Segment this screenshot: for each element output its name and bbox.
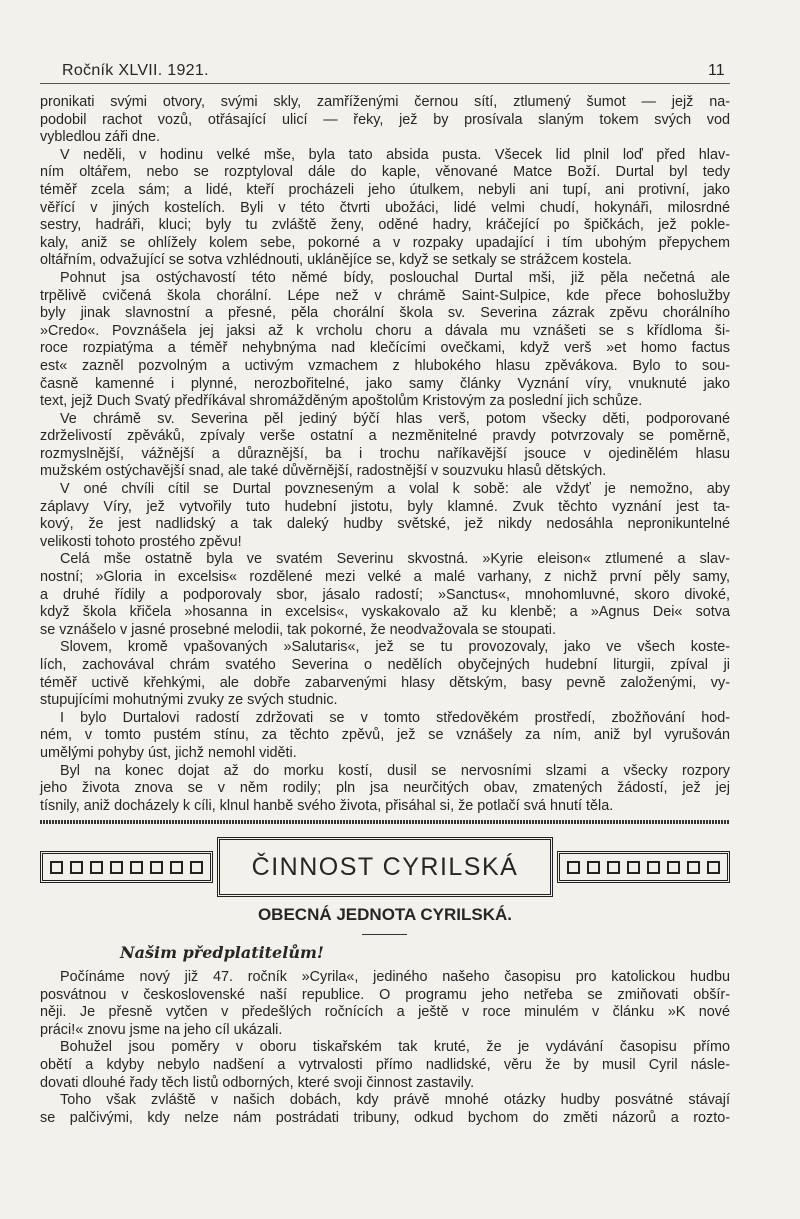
paragraph bbox=[40, 1039, 730, 1092]
text-line: »Credo«. Povznášela jej jaksi až k vrcholu choru a dávala mu vznášeti se s křídloma ši- bbox=[40, 322, 730, 339]
paragraph bbox=[40, 147, 730, 270]
text-line: podobil rachot vozů, otřásající ulicí — řeky, jež by prosívala slaným tokem svých vod bbox=[40, 111, 730, 128]
dotted-divider bbox=[40, 820, 730, 824]
ornament-square-icon bbox=[150, 861, 163, 874]
ornament-square-icon bbox=[607, 861, 620, 874]
text-line: obětí a kdyby nebylo nadšení a vytrvalosti přímo nadlidské, věru že by musil Cyril násle- bbox=[40, 1056, 730, 1073]
text-line: V oné chvíli cítil se Durtal povzneseným a volal k sobě: ale vždyť je nemožno, aby bbox=[60, 481, 730, 498]
banner-title: ČINNOST CYRILSKÁ bbox=[217, 837, 553, 897]
paragraph bbox=[40, 411, 730, 481]
text-line: Pohnut jsa ostýchavostí této němé bídy, poslouchal Durtal mši, již pěla nečetná ale bbox=[60, 269, 730, 286]
ornament-square-icon bbox=[647, 861, 660, 874]
text-line: práci!« znovu jsme na jeho cíl ukázali. bbox=[40, 1021, 283, 1038]
text-line: ním oltářem, nebo se rozptyloval dále do kaple, věnované Matce Boží. Durtal byl tedy bbox=[40, 164, 730, 181]
text-line: záplavy Víry, jež vytvořily tuto hudební jistotu, byly klamné. Zvuk těchto vyznání jest ta- bbox=[40, 498, 730, 515]
ornament-square-icon bbox=[587, 861, 600, 874]
text-line: V neděli, v hodinu velké mše, byla tato absida pusta. Všecek lid plnil loď před hlav- bbox=[60, 146, 730, 163]
ornament-square-icon bbox=[110, 861, 123, 874]
text-line: mužském ostýchavější snad, ale také důvěrnější, radostnější v souzvuku hlasů dětských. bbox=[40, 463, 607, 480]
text-line: posvátnou v československé naší republice. O programu jeho netřeba se zmiňovati obšír- bbox=[40, 986, 730, 1003]
text-line: když škola křičela »hosanna in excelsis«, vyskakovalo až ku klenbě; a »Agnus Dei« sotva bbox=[40, 604, 730, 621]
text-line: Celá mše ostatně byla ve svatém Severinu skvostná. »Kyrie eleison« ztlumené a slav- bbox=[60, 551, 730, 568]
text-line: dovati dlouhé řady těch listů odborných, které svoji činnost zastavily. bbox=[40, 1074, 475, 1091]
paragraph bbox=[40, 551, 730, 639]
banner-ornament-right bbox=[557, 851, 730, 883]
section-subtitle: OBECNÁ JEDNOTA CYRILSKÁ. bbox=[257, 905, 513, 924]
text-line: věřící v jiných kostelích. Byli v této čtvrti ubožáci, lidé velmi chudí, hokynáři, milosrdné bbox=[40, 199, 730, 216]
text-line: se vznášelo v jasné prosebné melodii, tak pokorné, že neodvažovala se stoupati. bbox=[40, 621, 556, 638]
text-line: kový, že jest nadlidský a tak daleký hudby světské, jež nikdy nedosáhla nepronikuntelné bbox=[40, 516, 730, 533]
paragraph bbox=[40, 763, 730, 816]
text-line: rozmyslnější, vážnější a důraznější, ba i trochu naříkavější jsouce v ojedinělém hlasu bbox=[40, 445, 730, 462]
paragraph bbox=[40, 1092, 730, 1127]
text-line: Ve chrámě sv. Severina pěl jediný býčí hlas verš, potom všecky děti, podporované bbox=[60, 410, 730, 427]
text-line: téměř zcela sám; a lidé, kteří procházeli jeho útulkem, nebyli ani tupí, ani protivní, jako bbox=[40, 181, 730, 198]
ornament-square-icon bbox=[90, 861, 103, 874]
paragraph bbox=[40, 481, 730, 551]
text-line: est« zazněl pozvolným a uctivým vzmachem z hlubokého hlasu zpěvákova. Bylo to sou- bbox=[40, 357, 730, 374]
text-line: jeho života znova se v něm rodily; pln jsa neurčitých obav, zmatených žádostí, jež jej bbox=[40, 780, 730, 797]
text-line: vybledlou záři dne. bbox=[40, 129, 160, 146]
text-line: velikosti tohoto prostého zpěvu! bbox=[40, 533, 242, 550]
ornament-square-icon bbox=[667, 861, 680, 874]
ornament-square-icon bbox=[567, 861, 580, 874]
ornament-square-icon bbox=[130, 861, 143, 874]
article-bottom bbox=[40, 969, 730, 1127]
text-line: nostní; »Gloria in excelsis« rozdělené mezi velké a malé varhany, z nichž první pěly samy, bbox=[40, 569, 730, 586]
header-rule bbox=[40, 83, 730, 84]
text-line: téměř uctivě křehkými, ale dobře zabarvenými hlasy dětským, basy pevně založenými, vy- bbox=[40, 674, 730, 691]
ornament-square-icon bbox=[50, 861, 63, 874]
text-line: byly jinak slavnostní a přesné, pěla chorální škola sv. Severina zázrak zpěvu chorálního bbox=[40, 305, 730, 322]
text-line: časně kamenné i plynné, nerozbořitelné, jako samy články Vyznání víry, vnuknuté jako bbox=[40, 375, 730, 392]
text-line: I bylo Durtalovi radostí zdržovati se v tomto středověkém prostředí, zbožňování hod- bbox=[60, 709, 730, 726]
text-line: trpělivě cvičená škola chorální. Lépe než v chrámě Saint-Sulpice, kde přece bohoslužby bbox=[40, 287, 730, 304]
ornament-square-icon bbox=[627, 861, 640, 874]
paragraph bbox=[40, 94, 730, 147]
text-line: lích, zachovával chrám svatého Severina o nedělích obyčejných hudební liturgii, zpíval ji bbox=[40, 657, 730, 673]
section-banner bbox=[40, 836, 730, 898]
text-line: a druhé řídily a podporovaly sbor, jásalo radostí; »Sanctus«, mnohomluvné, skoro divoké, bbox=[40, 586, 730, 603]
text-line: stupujícími mohutnými zvuky ze svých studnic. bbox=[40, 692, 338, 709]
text-line: tísnily, aniž docházely k cíli, klnul hanbě svého života, přisáhal si, že potlačí svá hnutí těla. bbox=[40, 797, 614, 814]
text-line: roce rozpiatýma a téměř nehybnýma nad klečícími ovečkami, když verš »et homo factus bbox=[40, 340, 730, 357]
ornament-square-icon bbox=[70, 861, 83, 874]
ornament-square-icon bbox=[190, 861, 203, 874]
ornament-square-icon bbox=[170, 861, 183, 874]
subtitle-rule bbox=[362, 934, 407, 935]
page-number: 11 bbox=[708, 62, 725, 79]
paragraph bbox=[40, 710, 730, 763]
text-line: Slovem, kromě vpašovaných »Salutaris«, jež se tu provozovaly, jako ve všech koste- bbox=[60, 639, 730, 656]
article-top bbox=[40, 94, 730, 815]
text-line: Počínáme nový již 47. ročník »Cyrila«, jediného našeho časopisu pro katolickou hudbu bbox=[60, 969, 730, 985]
greeting-heading: Našim předplatitelům! bbox=[120, 943, 324, 962]
text-line: se palčivými, kdy nelze nám postrádati tribuny, odkud bychom do změti názorů a rozto- bbox=[40, 1109, 730, 1126]
text-line: zdrželivostí zpěváků, zpívaly verše ostatní a nezměnitelné pravdy potvrzovaly se poměrně, bbox=[40, 428, 730, 445]
text-line: Bohužel jsou poměry v oboru tiskařském tak kruté, že je vydávání časopisu přímo bbox=[60, 1039, 730, 1056]
text-line: něji. Je přesně vytčen v předešlých ročnících a ještě v roce minulém v článku »K nové bbox=[40, 1004, 730, 1021]
ornament-square-icon bbox=[687, 861, 700, 874]
text-line: Toho však zvláště v našich dobách, kdy právě mnohé otázky hudby posvátné stávají bbox=[60, 1092, 730, 1109]
text-line: pronikati svými otvory, svými skly, zamříženými černou sítí, ztlumený šumot — jejž na- bbox=[40, 94, 730, 110]
ornament-square-icon bbox=[707, 861, 720, 874]
banner-ornament-left bbox=[40, 851, 213, 883]
paragraph bbox=[40, 969, 730, 1039]
running-title: Ročník XLVII. 1921. bbox=[62, 62, 209, 79]
text-line: umělými pohyby úst, jichž nemohl viděti. bbox=[40, 744, 297, 761]
paragraph bbox=[40, 639, 730, 709]
paragraph bbox=[40, 270, 730, 411]
text-line: ném, v tomto pustém stínu, za těchto zpěvů, jež se vznášely za ním, aniž byl vyrušován bbox=[40, 727, 730, 744]
text-line: oltářním, odvažující se sotva vzhlédnouti, uklánějíce se, když se setkaly se strážcem kostela. bbox=[40, 252, 632, 269]
text-line: Byl na konec dojat až do morku kostí, dusil se nervosními slzami a všecky rozpory bbox=[60, 762, 730, 779]
text-line: text, jejž Duch Svatý předříkával shromážděným apoštolům Kristovým za poslední jich schůze. bbox=[40, 393, 643, 410]
text-line: kaly, aniž se ohlížely kolem sebe, pokorné a v rozpaky upadající i tím ubohým přepychem bbox=[40, 234, 730, 251]
text-line: sestry, hadráři, kluci; byly tu zvláště ženy, oděné hadry, kráčející po špičkách, jež pokle- bbox=[40, 217, 730, 234]
